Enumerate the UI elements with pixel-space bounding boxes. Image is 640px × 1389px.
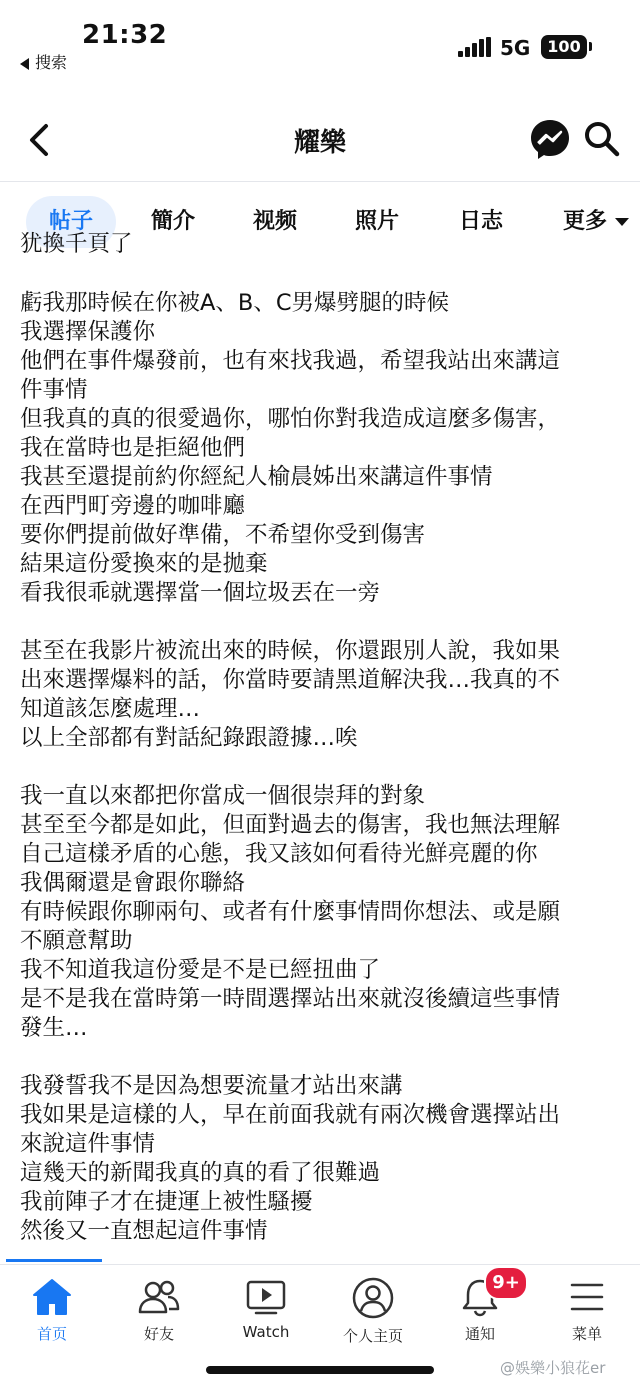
search-icon[interactable]: [582, 119, 622, 159]
paragraph-gap: [20, 1043, 632, 1072]
battery-icon: 100: [541, 35, 587, 59]
post-text-line: 甚至在我影片被流出來的時候，你還跟別人說，我如果: [20, 638, 561, 664]
tab-posts[interactable]: 帖子: [26, 196, 116, 248]
menu-icon: [565, 1277, 609, 1317]
post-body: [20, 231, 632, 1262]
nav-menu[interactable]: [537, 1277, 637, 1344]
status-time: 21:32: [82, 20, 168, 50]
post-text-line: 來說這件事情: [20, 1131, 156, 1157]
page-title: 耀樂: [293, 128, 346, 158]
cellular-signal-icon: [458, 37, 492, 59]
post-text-line: 知道該怎麼處理…: [20, 696, 201, 722]
post-text-line: 他們在事件爆發前，也有來找我過，希望我站出來講這: [20, 348, 561, 374]
nav-menu-label: 菜单: [571, 1325, 602, 1343]
nav-friends[interactable]: [109, 1277, 209, 1344]
post-text-line: 是不是我在當時第一時間選擇站出來就沒後續這些事情: [20, 986, 561, 1012]
post-text-line: 虧我那時候在你被A、B、C男爆劈腿的時候: [20, 290, 450, 316]
nav-home-label: 首页: [36, 1325, 67, 1343]
post-text-line: 看我很乖就選擇當一個垃圾丟在一旁: [20, 580, 381, 606]
back-to-app-link[interactable]: [20, 50, 67, 73]
tab-photos[interactable]: 照片: [354, 209, 399, 234]
tab-more[interactable]: [552, 196, 640, 248]
post-text-line: 自己這樣矛盾的心態，我又該如何看待光鮮亮麗的你: [20, 841, 538, 867]
caret-down-icon: [615, 218, 629, 226]
network-type: 5G: [500, 36, 531, 60]
back-app-label: 搜索: [35, 53, 68, 72]
friends-icon: [137, 1277, 181, 1317]
battery-tip: [589, 42, 592, 51]
post-text-line: 出來選擇爆料的話，你當時要請黑道解決我…我真的不: [20, 667, 561, 693]
nav-home[interactable]: [2, 1277, 102, 1344]
post-text-line: 這幾天的新聞我真的真的看了很難過: [20, 1160, 381, 1186]
tab-journal[interactable]: 日志: [458, 209, 503, 234]
post-text-line: 但我真的真的很愛過你，哪怕你對我造成這麼多傷害，: [20, 406, 561, 432]
nav-profile-label: 个人主页: [342, 1327, 403, 1345]
post-text-line: 件事情: [20, 377, 88, 403]
post-text-line: 我在當時也是拒絕他們: [20, 435, 246, 461]
watch-icon: [244, 1277, 288, 1317]
post-text-line: 發生…: [20, 1015, 88, 1041]
post-text-line: 有時候跟你聊兩句、或者有什麼事情問你想法、或是願: [20, 899, 561, 925]
post-cut-line: 犹換千頁了: [20, 231, 133, 257]
profile-icon: [351, 1277, 395, 1319]
post-text-line: 我發誓我不是因為想要流量才站出來講: [20, 1073, 403, 1099]
nav-watch-label: Watch: [242, 1323, 290, 1341]
post-text-line: 我一直以來都把你當成一個很崇拜的對象: [20, 783, 426, 809]
watermark: @娛樂小狼花er: [500, 1359, 606, 1377]
post-text-line: 我前陣子才在捷運上被性騷擾: [20, 1189, 313, 1215]
scroll-progress-line: [6, 1259, 102, 1262]
post-text-line: 我不知道我這份愛是不是已經扭曲了: [20, 957, 381, 983]
post-text-line: 要你們提前做好準備，不希望你受到傷害: [20, 522, 426, 548]
messenger-icon[interactable]: [528, 117, 572, 161]
post-text-line: 在西門町旁邊的咖啡廳: [20, 493, 246, 519]
page-header: [0, 100, 640, 180]
nav-watch[interactable]: [216, 1277, 316, 1341]
post-text-line: 我甚至還提前約你經紀人榆晨姊出來講這件事情: [20, 464, 493, 490]
home-indicator[interactable]: [206, 1366, 434, 1374]
post-text-line: 我偶爾還是會跟你聯絡: [20, 870, 246, 896]
back-triangle-icon: [20, 58, 29, 70]
header-divider: [0, 181, 640, 182]
status-bar: [0, 0, 640, 80]
post-text-line: 我選擇保護你: [20, 319, 156, 345]
tab-about[interactable]: 簡介: [150, 209, 195, 234]
paragraph-gap: [20, 608, 632, 637]
post-text-line: 我如果是這樣的人，早在前面我就有兩次機會選擇站出: [20, 1102, 561, 1128]
notification-badge: 9+: [484, 1266, 528, 1300]
nav-profile[interactable]: [323, 1277, 423, 1346]
post-text-line: 甚至至今都是如此，但面對過去的傷害，我也無法理解: [20, 812, 561, 838]
nav-friends-label: 好友: [143, 1325, 174, 1343]
tab-videos[interactable]: 视频: [252, 209, 297, 234]
post-text-line: 不願意幫助: [20, 928, 133, 954]
paragraph-gap: [20, 260, 632, 289]
tab-more-label: 更多: [562, 209, 607, 234]
post-text-line: 結果這份愛換來的是拋棄: [20, 551, 268, 577]
post-text-line: 以上全部都有對話紀錄跟證據…唉: [20, 725, 358, 751]
home-icon: [31, 1277, 73, 1317]
post-text-line: 然後又一直想起這件事情: [20, 1218, 268, 1244]
nav-notifications-label: 通知: [464, 1325, 495, 1343]
paragraph-gap: [20, 753, 632, 782]
